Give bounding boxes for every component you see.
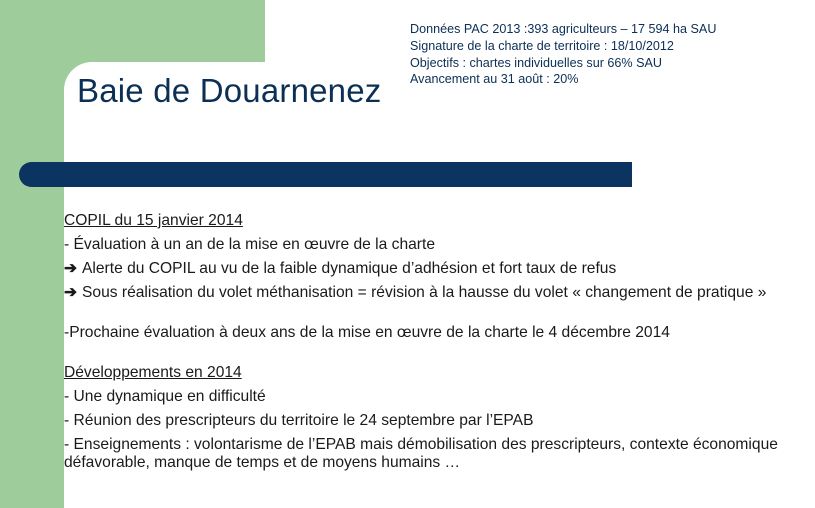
info-box [410, 21, 716, 88]
arrow-icon: ➔ [64, 284, 78, 301]
info-line-signature: Signature de la charte de territoire : 18/10/2012 [410, 38, 674, 53]
page-title: Baie de Douarnenez [77, 72, 382, 109]
info-line-objectifs: Objectifs : chartes individuelles sur 66% SAU [410, 55, 662, 70]
section-heading-developpements: Développements en 2014 [64, 364, 242, 381]
list-item: - Évaluation à un an de la mise en œuvre de la charte [64, 236, 435, 253]
list-item [64, 260, 804, 278]
section-heading-copil: COPIL du 15 janvier 2014 [64, 212, 243, 229]
info-line-pac: Données PAC 2013 :393 agriculteurs – 17 594 ha SAU [410, 22, 717, 36]
list-item: -Prochaine évaluation à deux ans de la mise en œuvre de la charte le 4 décembre 2014 [64, 324, 670, 341]
arrow-icon: ➔ [64, 260, 78, 277]
info-line-avancement: Avancement au 31 août : 20% [410, 72, 579, 87]
list-item-text: Alerte du COPIL au vu de la faible dynamique d’adhésion et fort taux de refus [82, 260, 617, 277]
list-item: - Une dynamique en difficulté [64, 388, 266, 405]
header-divider-bar [19, 162, 632, 187]
list-item-text: Sous réalisation du volet méthanisation = révision à la hausse du volet « changement de pratique » [82, 284, 767, 301]
slide-body [64, 212, 804, 472]
list-item: - Enseignements : volontarisme de l’EPAB mais démobilisation des prescripteurs, contexte économique défavorable, manque de temps et de moyens humains … [64, 436, 778, 471]
list-item: - Réunion des prescripteurs du territoire le 24 septembre par l’EPAB [64, 412, 534, 429]
list-item [64, 284, 804, 302]
